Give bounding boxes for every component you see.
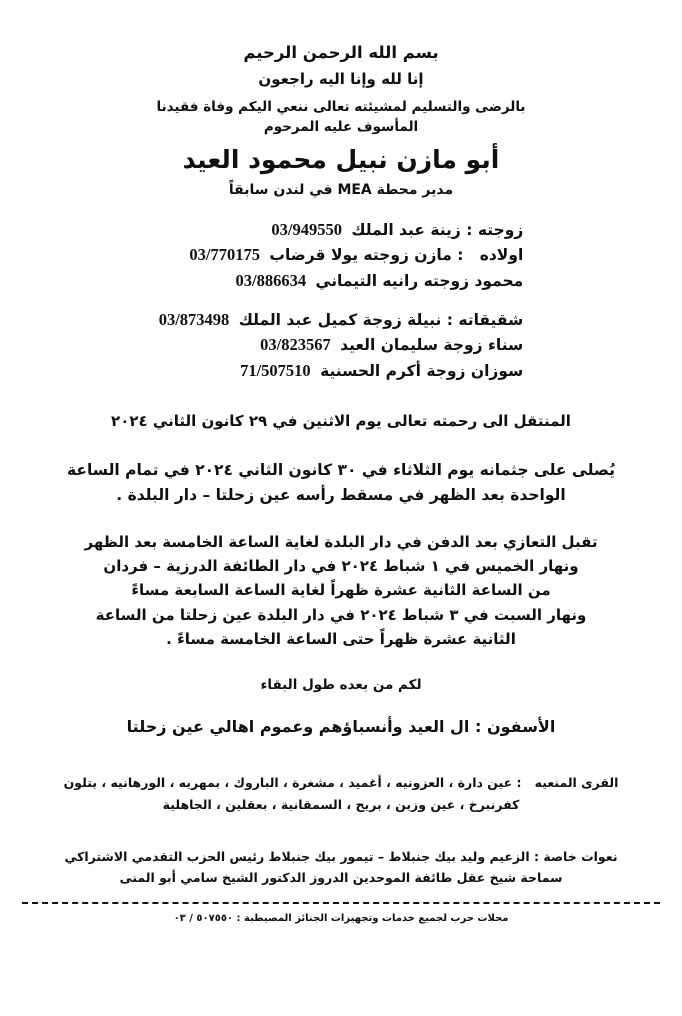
footer-phone: ٥٠٧٥٥٠ / ٠٣ — [173, 913, 234, 925]
wife-phone: 03/949550 — [271, 219, 342, 239]
special-notices-label: نعوات خاصة — [543, 848, 618, 864]
wife-separator: : — [466, 220, 473, 239]
children-row-2 — [159, 268, 524, 294]
deceased-name: أبو مازن نبيل محمود العيد — [182, 144, 500, 174]
children-separator: : — [457, 246, 464, 265]
children-row-1 — [159, 242, 524, 268]
villages-section — [22, 772, 660, 816]
signers-line — [22, 717, 660, 736]
sister-phone-3: 71/507510 — [240, 360, 311, 380]
relatives-section — [22, 217, 660, 383]
sisters-label: شقيقاته — [458, 310, 524, 329]
child-name-1: مازن زوجته يولا قرضاب — [269, 246, 452, 265]
footer-business-name: محلات حرب لجميع خدمات وتجهيزات الجنائز المصيطبة — [244, 913, 509, 925]
submission-line: بالرضى والتسليم لمشيئته تعالى ننعي اليكم وفاة فقيدنا — [156, 99, 526, 116]
footer-separator: : — [236, 913, 241, 925]
wife-label: زوجته — [477, 220, 524, 239]
special-notices-section — [22, 846, 660, 889]
deceased-title: مدير محطة MEA في لندن سابقاً — [228, 181, 454, 198]
condolences-line-4: ونهار السبت في ٣ شباط ٢٠٢٤ في دار البلدة عين زحلتا من الساعة — [95, 605, 587, 624]
death-notice-line: المنتقل الى رحمته تعالى يوم الاثنين في ٢٩ كانون الثاني ٢٠٢٤ — [111, 412, 571, 431]
child-phone-1: 03/770175 — [189, 245, 260, 265]
condolences-line-1: تقبل التعازي بعد الدفن في دار البلدة لغاية الساعة الخامسة بعد الظهر — [84, 532, 598, 551]
wife-name: زينة عبد الملك — [351, 220, 461, 239]
sisters-row-3 — [159, 358, 524, 384]
sister-phone-2: 03/823567 — [260, 335, 331, 355]
relatives-spacer — [159, 294, 524, 307]
sister-phone-1: 03/873498 — [158, 309, 230, 329]
special-notices-line-2: سماحة شيخ عقل طائفة الموحدين الدروز الدكتور الشيخ سامي أبو المنى — [119, 870, 563, 886]
villages-names-1: عين دارة ، العزونيه ، أغميد ، مشغرة ، الباروك ، بمهريه ، الورهانيه ، بتلون — [63, 775, 513, 791]
special-notices-names-1: الزعيم وليد بيك جنبلاط – تيمور بيك جنبلاط رئيس الحزب التقدمي الاشتراكي — [64, 848, 530, 864]
sister-name-2: سناء زوجة سليمان العيد — [340, 336, 524, 355]
sisters-row-2 — [159, 332, 524, 358]
condolences-line-3: من الساعة الثانية عشرة ظهراً لغاية الساعة السابعة مساءً — [131, 581, 551, 600]
wife-row — [159, 217, 524, 243]
farewell-line: لكم من بعده طول البقاء — [260, 677, 422, 694]
child-phone-2: 03/886634 — [235, 271, 307, 291]
relatives-group — [159, 217, 524, 383]
condolences-line-5: الثانية عشرة ظهراً حتى الساعة الخامسة مساءً . — [166, 629, 516, 648]
children-label: اولاده — [479, 246, 524, 265]
signers-separator: : — [475, 717, 482, 737]
mourned-line: المأسوف عليه المرحوم — [263, 118, 419, 135]
sisters-separator: : — [446, 310, 453, 329]
child-name-2: محمود زوجته رانيه التيماني — [315, 272, 524, 291]
villages-line-2: كفرنبرخ ، عين وزين ، بريح ، السمقانية ، بعقلين ، الجاهلية — [162, 797, 520, 813]
special-notices-separator: : — [534, 848, 540, 864]
basmala-text: بسم الله الرحمن الرحيم — [243, 43, 439, 62]
villages-label: القرى المنعيه — [534, 775, 619, 791]
signers-names: ال العيد وأنسباؤهم وعموم اهالي عين زحلتا — [126, 717, 470, 737]
inna-lillah-text: إنا لله وإنا اليه راجعون — [258, 70, 424, 89]
villages-separator: : — [516, 775, 522, 791]
sister-name-3: سوزان زوجة أكرم الحسنية — [320, 361, 524, 380]
signers-label: الأسفون — [486, 717, 556, 737]
sister-name-1: نبيلة زوجة كميل عبد الملك — [238, 310, 442, 329]
funeral-line-1: يُصلى على جثمانه يوم الثلاثاء في ٣٠ كانون الثاني ٢٠٢٤ في تمام الساعة — [67, 460, 615, 479]
condolences-details — [22, 530, 660, 651]
sisters-row-1 — [159, 307, 524, 333]
funeral-line-2: الواحدة بعد الظهر في مسقط رأسه عين زحلتا – دار البلدة . — [116, 485, 566, 504]
condolences-line-2: ونهار الخميس في ١ شباط ٢٠٢٤ في دار الطائفة الدرزية – فردان — [103, 557, 579, 576]
footer-divider — [22, 902, 660, 904]
funeral-details — [22, 458, 660, 508]
villages-line-1 — [22, 772, 660, 794]
footer-credit — [22, 912, 660, 926]
special-notices-line-1 — [22, 846, 660, 867]
